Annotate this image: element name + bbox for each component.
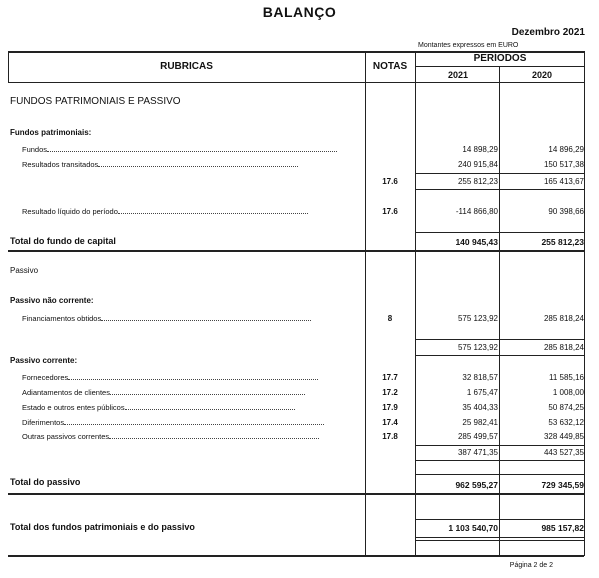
page-title: BALANÇO bbox=[262, 4, 337, 20]
notas-header: NOTAS bbox=[372, 61, 408, 72]
pc-row-3 bbox=[22, 418, 324, 427]
financ-2020: 285 818,24 bbox=[543, 314, 584, 323]
liquido-row bbox=[22, 207, 308, 216]
pc-subtotal-2020: 443 527,35 bbox=[543, 448, 584, 457]
liquido-note: 17.6 bbox=[382, 207, 398, 216]
pc-2021-0: 32 818,57 bbox=[462, 373, 498, 382]
pc-label-2: Estado e outros entes públicos bbox=[22, 403, 125, 412]
fundos-label: Fundos bbox=[22, 145, 48, 154]
rubricas-header: RUBRICAS bbox=[160, 61, 213, 72]
currency-note: Montantes expressos em EURO bbox=[418, 42, 519, 49]
fp-subtotal-2020: 165 413,67 bbox=[543, 177, 584, 186]
total-fc-2020: 255 812,23 bbox=[541, 237, 584, 247]
fundos-2021: 14 898,29 bbox=[462, 145, 498, 154]
pnc-label: Passivo não corrente: bbox=[10, 296, 94, 305]
pc-note-4: 17.8 bbox=[382, 432, 398, 441]
financ-row bbox=[22, 314, 311, 323]
financ-2021: 575 123,92 bbox=[457, 314, 498, 323]
fp-label: Fundos patrimoniais: bbox=[10, 128, 92, 137]
total-passivo-underline bbox=[8, 493, 584, 495]
pc-subtotal-2021: 387 471,35 bbox=[457, 448, 498, 457]
period-label: Dezembro 2021 bbox=[511, 27, 585, 38]
total-geral-2020: 985 157,82 bbox=[541, 523, 584, 533]
total-passivo-label: Total do passivo bbox=[10, 477, 81, 487]
pnc-subtotal-2020: 285 818,24 bbox=[543, 343, 584, 352]
pc-2020-0: 11 585,16 bbox=[549, 373, 584, 382]
resultados-2021: 240 915,84 bbox=[457, 160, 498, 169]
periodos-header: PERÍODOS bbox=[473, 53, 527, 64]
pc-row-0 bbox=[22, 373, 318, 382]
fundos-row bbox=[22, 145, 337, 154]
resultados-2020: 150 517,38 bbox=[543, 160, 584, 169]
pc-2021-3: 25 982,41 bbox=[462, 418, 498, 427]
liquido-2020: 90 398,66 bbox=[548, 207, 584, 216]
total-fc-underline bbox=[8, 250, 584, 252]
passivo-label: Passivo bbox=[10, 266, 39, 275]
total-fc-2021: 140 945,43 bbox=[455, 237, 498, 247]
pc-label-4: Outras passivos correntes bbox=[22, 432, 110, 441]
pc-2021-2: 35 404,33 bbox=[462, 403, 498, 412]
pc-2021-1: 1 675,47 bbox=[466, 388, 498, 397]
total-passivo-2020: 729 345,59 bbox=[541, 480, 584, 490]
resultados-label: Resultados transitados bbox=[22, 160, 99, 169]
pc-note-3: 17.4 bbox=[382, 418, 398, 427]
fp-subtotal-note: 17.6 bbox=[382, 177, 398, 186]
pc-label-3: Diferimentos bbox=[22, 418, 65, 427]
fundos-2020: 14 896,29 bbox=[548, 145, 584, 154]
total-geral-label: Total dos fundos patrimoniais e do passivo bbox=[10, 522, 195, 532]
pc-2020-2: 50 874,25 bbox=[548, 403, 584, 412]
pc-label-0: Fornecedores bbox=[22, 373, 69, 382]
liquido-2021: -114 866,80 bbox=[455, 207, 498, 216]
financ-label: Financiamentos obtidos bbox=[22, 314, 102, 323]
total-fc-label: Total do fundo de capital bbox=[10, 236, 116, 246]
pc-label: Passivo corrente: bbox=[10, 356, 78, 365]
pc-note-2: 17.9 bbox=[382, 403, 398, 412]
pc-2020-1: 1 008,00 bbox=[552, 388, 584, 397]
pc-label-1: Adiantamentos de clientes bbox=[22, 388, 110, 397]
pc-2020-3: 53 632,12 bbox=[548, 418, 584, 427]
total-passivo-2021: 962 595,27 bbox=[455, 480, 498, 490]
pc-row-2 bbox=[22, 403, 295, 412]
resultados-row bbox=[22, 160, 298, 169]
pnc-subtotal-2021: 575 123,92 bbox=[457, 343, 498, 352]
pc-row-1 bbox=[22, 388, 305, 397]
pc-2021-4: 285 499,57 bbox=[457, 432, 498, 441]
section-title: FUNDOS PATRIMONIAIS E PASSIVO bbox=[10, 96, 181, 107]
total-geral-2021: 1 103 540,70 bbox=[448, 523, 498, 533]
year-2021-header: 2021 bbox=[447, 70, 469, 80]
pc-row-4 bbox=[22, 432, 319, 441]
year-2020-header: 2020 bbox=[531, 70, 553, 80]
pc-note-1: 17.2 bbox=[382, 388, 398, 397]
financ-note: 8 bbox=[387, 314, 393, 323]
pc-2020-4: 328 449,85 bbox=[543, 432, 584, 441]
liquido-label: Resultado líquido do período bbox=[22, 207, 118, 216]
page-number: Página 2 de 2 bbox=[509, 562, 553, 569]
fp-subtotal-2021: 255 812,23 bbox=[457, 177, 498, 186]
fp-subtotal-line bbox=[416, 173, 584, 174]
pc-note-0: 17.7 bbox=[382, 373, 398, 382]
